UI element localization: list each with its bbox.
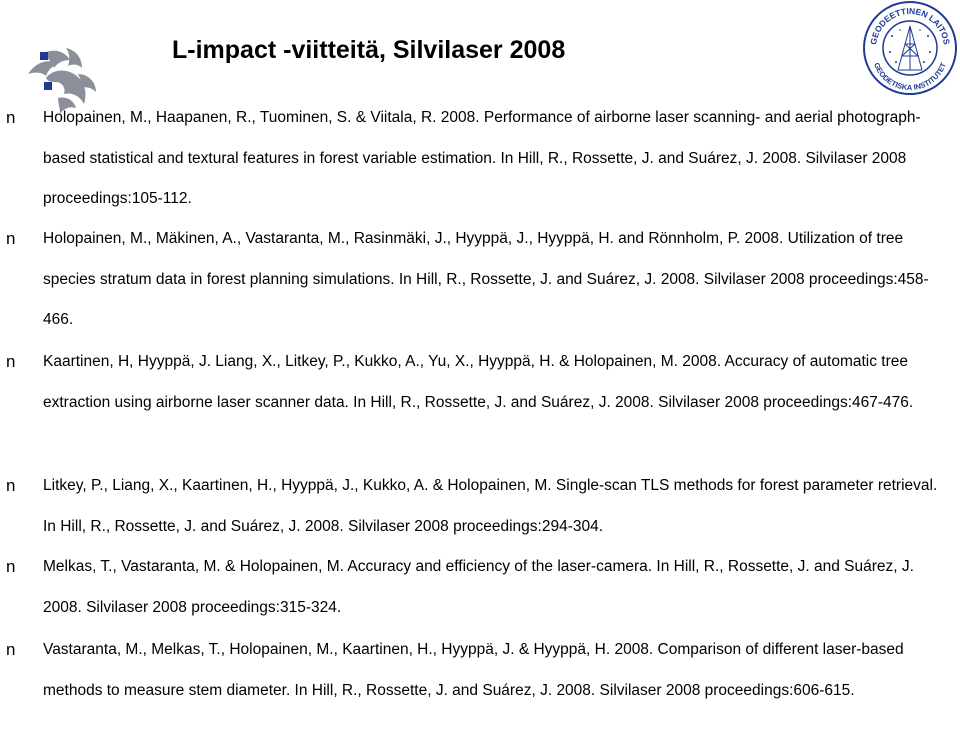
seal-text-bottom: GEODETISKA INSTITUTET bbox=[871, 61, 948, 93]
bullet-marker: n bbox=[6, 640, 16, 659]
bullet-marker: n bbox=[6, 557, 16, 576]
bullet-marker: n bbox=[6, 352, 16, 371]
page-title: L-impact -viitteitä, Silvilaser 2008 bbox=[172, 36, 566, 64]
reference-text: Holopainen, M., Haapanen, R., Tuominen, S. & Viitala, R. 2008. Performance of airborne laser scanning- and aerial photograph-based statistical and textural features in forest variable estimation. In Hill, R., Rossette, J. and Suárez, J. 2008. Silvilaser 2008 proceedings:105-112. bbox=[43, 109, 921, 207]
geodetic-institute-seal-icon bbox=[862, 0, 958, 96]
bullet-marker: n bbox=[6, 108, 16, 127]
bullet-marker: n bbox=[6, 476, 16, 495]
bullet-marker: n bbox=[6, 229, 16, 248]
bullet-square-icon bbox=[40, 52, 48, 60]
reference-text: Kaartinen, H, Hyyppä, J. Liang, X., Litkey, P., Kukko, A., Yu, X., Hyyppä, H. & Holopainen, M. 2008. Accuracy of automatic tree extraction using airborne laser scanner data. In Hill, R., Rossette, J. and Suárez, J. 2008. Silvilaser 2008 proceedings:467-476. bbox=[43, 353, 914, 411]
reference-text: Litkey, P., Liang, X., Kaartinen, H., Hyyppä, J., Kukko, A. & Holopainen, M. Single-scan TLS methods for forest parameter retrieval. In Hill, R., Rossette, J. and Suárez, J. 2008. Silvilaser 2008 proceedings:294-304. bbox=[43, 477, 938, 535]
reference-text: Holopainen, M., Mäkinen, A., Vastaranta, M., Rasinmäki, J., Hyyppä, J., Hyyppä, H. and Rönnholm, P. 2008. Utilization of tree species stratum data in forest planning simulations. In Hill, R., Rossette, J. and Suárez, J. 2008. Silvilaser 2008 proceedings:458-466. bbox=[43, 230, 929, 328]
reference-text: Melkas, T., Vastaranta, M. & Holopainen, M. Accuracy and efficiency of the laser-camera. In Hill, R., Rossette, J. and Suárez, J. 2008. Silvilaser 2008 proceedings:315-324. bbox=[43, 558, 914, 616]
bullet-square-icon bbox=[44, 82, 52, 90]
seal-text-top: GEODEETTINEN LAITOS bbox=[868, 5, 952, 46]
reference-text: Vastaranta, M., Melkas, T., Holopainen, M., Kaartinen, H., Hyyppä, J. & Hyyppä, H. 2008. Comparison of different laser-based methods to measure stem diameter. In Hill, R., Rossette, J. and Suárez, J. 2008. Silvilaser 2008 proceedings:606-615. bbox=[43, 641, 904, 699]
